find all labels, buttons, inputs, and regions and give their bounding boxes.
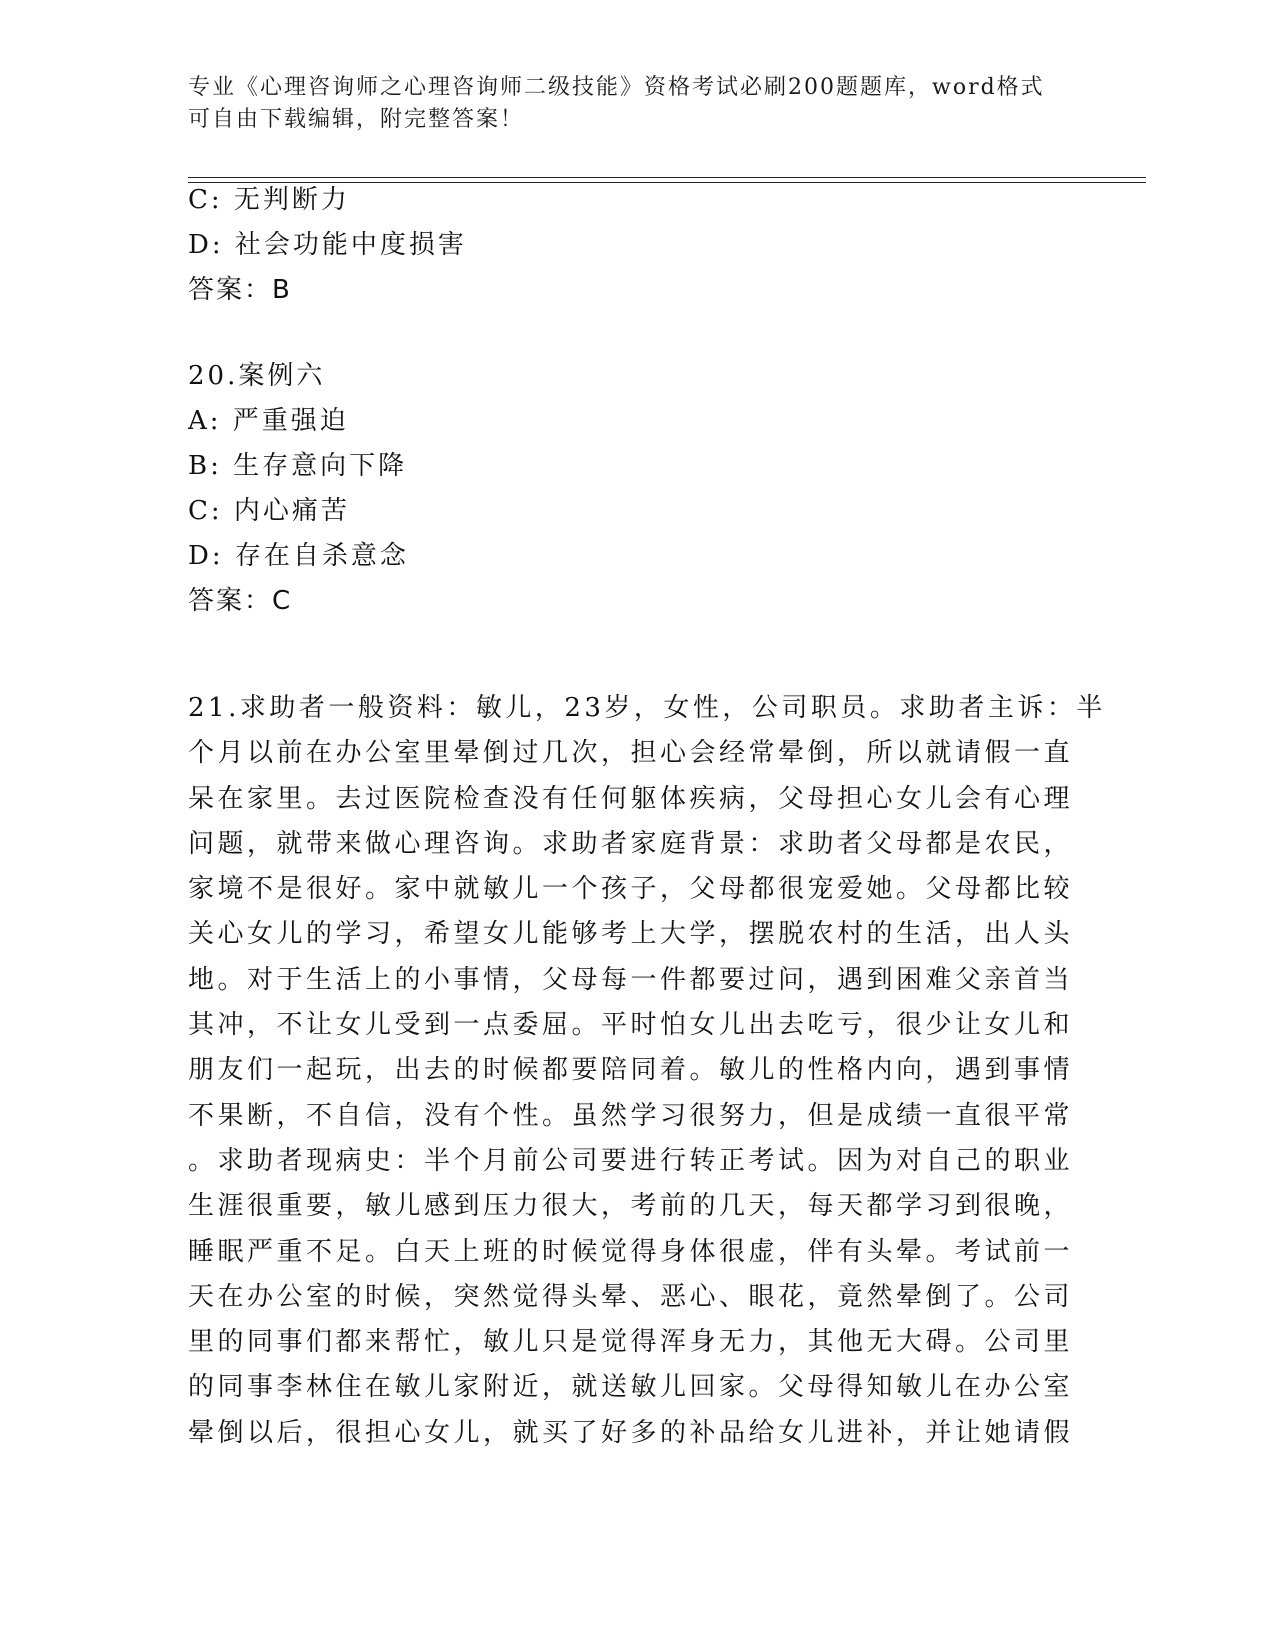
- header-line-1: 专业《心理咨询师之心理咨询师二级技能》资格考试必刷200题题库，word格式: [188, 75, 1045, 100]
- paragraph-line: 天在办公室的时候，突然觉得头晕、恶心、眼花，竟然晕倒了。公司: [188, 1281, 1074, 1312]
- option-c: C: 内心痛苦: [188, 496, 350, 526]
- option-a: A: 严重强迫: [188, 406, 349, 436]
- answer: 答案：C: [188, 586, 293, 616]
- paragraph-line: 呆在家里。去过医院检查没有任何躯体疾病，父母担心女儿会有心理: [188, 783, 1074, 814]
- paragraph-line: 睡眠严重不足。白天上班的时候觉得身体很虚，伴有头晕。考试前一: [188, 1236, 1074, 1267]
- paragraph-line: 21.求助者一般资料：敏儿，23岁，女性，公司职员。求助者主诉：半: [188, 693, 1106, 723]
- header-line-2: 可自由下载编辑，附完整答案！: [188, 107, 525, 132]
- document-header: [188, 72, 1068, 136]
- option-d: D: 存在自杀意念: [188, 541, 409, 571]
- paragraph-line: 。求助者现病史：半个月前公司要进行转正考试。因为对自己的职业: [188, 1145, 1074, 1176]
- question-20: [188, 354, 409, 624]
- paragraph-line: 问题，就带来做心理咨询。求助者家庭背景：求助者父母都是农民，: [188, 828, 1074, 859]
- paragraph-line: 里的同事们都来帮忙，敏儿只是觉得浑身无力，其他无大碍。公司里: [188, 1327, 1074, 1358]
- option-c: C: 无判断力: [188, 185, 350, 215]
- paragraph-line: 生涯很重要，敏儿感到压力很大，考前的几天，每天都学习到很晚，: [188, 1191, 1074, 1222]
- paragraph-line: 家境不是很好。家中就敏儿一个孩子，父母都很宠爱她。父母都比较: [188, 874, 1074, 905]
- option-b: B: 生存意向下降: [188, 451, 408, 481]
- paragraph-line: 的同事李林住在敏儿家附近，就送敏儿回家。父母得知敏儿在办公室: [188, 1372, 1074, 1403]
- question-21-text: [188, 686, 1106, 1456]
- answer: 答案：B: [188, 275, 292, 305]
- question-19-tail: [188, 178, 467, 313]
- paragraph-line: 地。对于生活上的小事情，父母每一件都要过问，遇到困难父亲首当: [188, 964, 1074, 995]
- option-d: D: 社会功能中度损害: [188, 230, 467, 260]
- paragraph-line: 关心女儿的学习，希望女儿能够考上大学，摆脱农村的生活，出人头: [188, 919, 1074, 950]
- paragraph-line: 个月以前在办公室里晕倒过几次，担心会经常晕倒，所以就请假一直: [188, 738, 1074, 769]
- question-title: 20.案例六: [188, 361, 326, 391]
- paragraph-line: 其冲，不让女儿受到一点委屈。平时怕女儿出去吃亏，很少让女儿和: [188, 1010, 1074, 1041]
- paragraph-line: 不果断，不自信，没有个性。虽然学习很努力，但是成绩一直很平常: [188, 1100, 1074, 1131]
- paragraph-line: 朋友们一起玩，出去的时候都要陪同着。敏儿的性格内向，遇到事情: [188, 1055, 1074, 1086]
- paragraph-line: 晕倒以后，很担心女儿，就买了好多的补品给女儿进补，并让她请假: [188, 1417, 1074, 1448]
